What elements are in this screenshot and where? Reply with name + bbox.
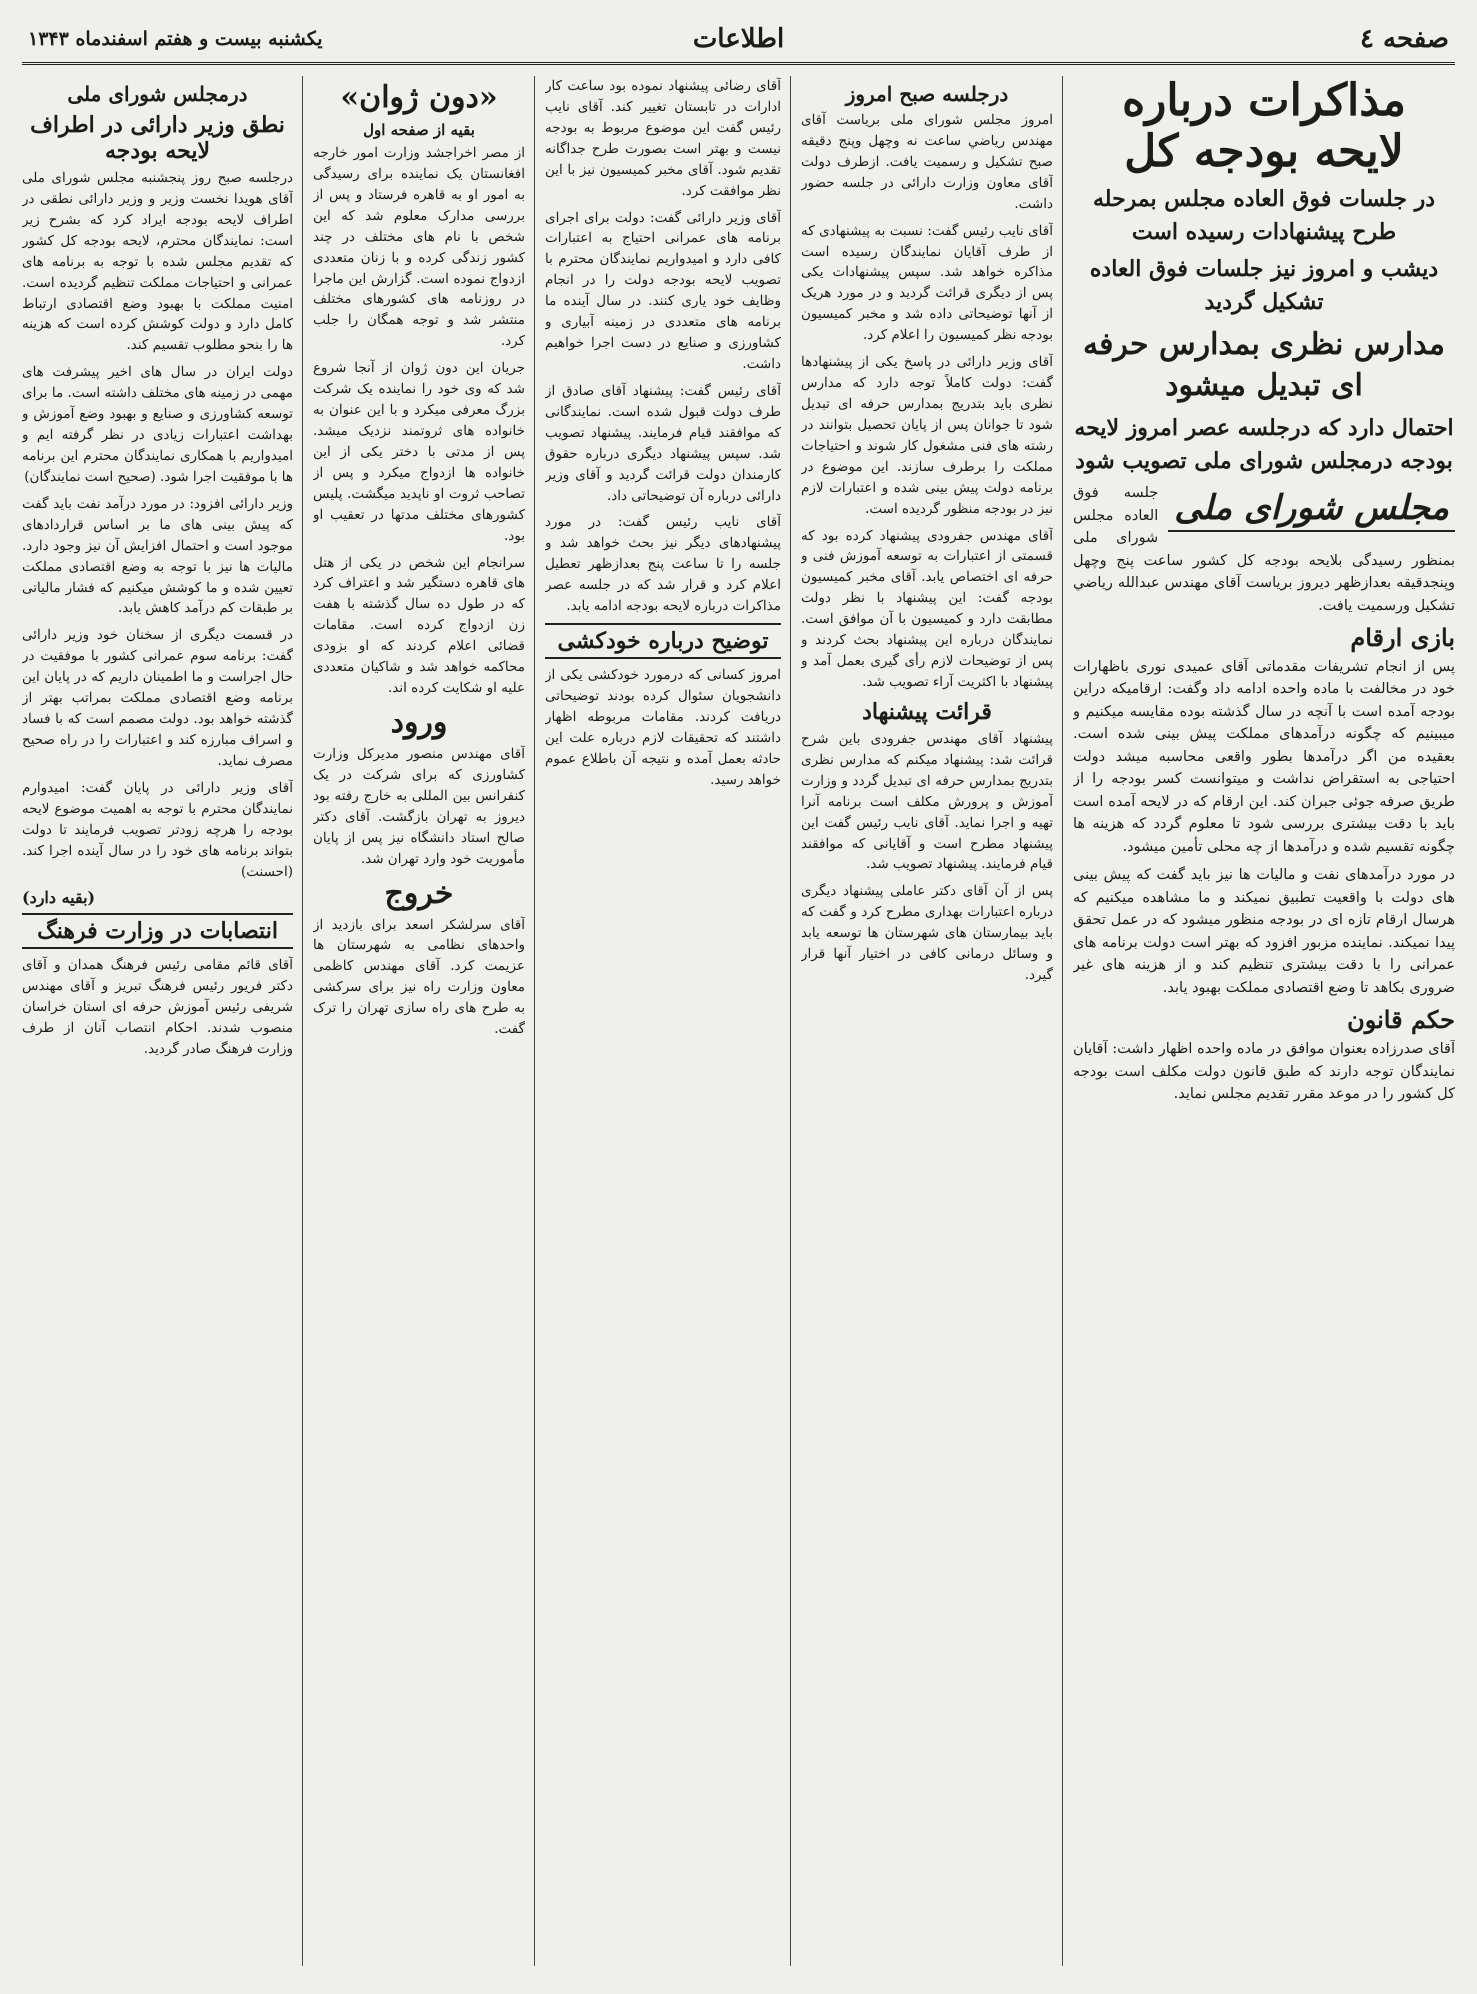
continued-label: (بقیه دارد) bbox=[22, 888, 96, 908]
section-heading-suicide: توضیح درباره خودکشی bbox=[545, 623, 781, 659]
article-paragraph: امروز کسانی که درمورد خودکشی یکی از دانشجویان سئوال کرده بودند توضیحاتی دریافت کردند. مقامات مربوطه اظهار داشتند که تحقیقات لازم درباره علت این حادثه بعمل آمده و نتیجه آن باطلاع عموم خواهد رسید. bbox=[545, 667, 781, 788]
article-paragraph: درجلسه صبح روز پنجشنبه مجلس شورای ملی آقای هویدا نخست وزیر و وزیر دارائی نطقی در اطراف لایحه بودجه ایراد کرد که بشرح زیر است: نمایندگان محترم، لایحه بودجه کل کشور که تقدیم مجلس شده با توجه به برنامه های عمرانی و احتیاجات مملکت تنظیم گردیده است. امنیت مملکت با بهبود وضع اقتصادی ارتباط کامل دارد و دولت کوشش کرده است که هزینه ها را بنحو مطلوب تقسیم کند. bbox=[22, 170, 293, 354]
article-paragraph: آقای رضائی پیشنهاد نموده بود ساعت کار ادارات در تابستان تغییر کند. آقای نایب رئیس گفت این موضوع مربوط به بودجه نیست و بهتر است بصورت طرح جداگانه تقدیم شود. آقای مخبر کمیسیون نیز با این نظر موافقت کرد. bbox=[545, 78, 781, 199]
article-paragraph: در مورد درآمدهای نفت و مالیات ها نیز باید گفت که پیش بینی های دولت با واقعیت تطبیق نمیکند و ما مشاهده میکنیم که هرسال ارقام تازه ای در بودجه منظور میشود که در عمل تحقق پیدا نمیکند. نماینده مزبور افزود که بهتر است دولت برنامه های عمرانی را با دقت بیشتری تنظیم کند و از هزینه های غیر ضروری بکاهد تا وضع اقتصادی مملکت بهبود یابد. bbox=[1073, 867, 1455, 996]
article-paragraph: پیشنهاد آقای مهندس جفرودی باین شرح قرائت شد: پیشنهاد میکنم که مدارس نظری بتدریج بمدارس حرفه ای تبدیل گردد و وزارت آموزش و پرورش مکلف است برنامه آنرا تهیه و اجرا نماید. آقای نایب رئیس گفت این پیشنهاد مطرح است و آقایانی که موافقند قیام فرمایند. پیشنهاد تصویب شد. bbox=[801, 730, 1053, 873]
article-paragraph: امروز مجلس شورای ملی بریاست آقای مهندس رياضي ساعت نه وچهل وپنج دقیقه صبح تشکیل و رسمیت یافت. ازطرف دولت آقای معاون وزارت دارائی در جلسه حضور داشت. bbox=[801, 112, 1053, 212]
article-paragraph: آقای رئیس گفت: پیشنهاد آقای صادق از طرف دولت قبول شده است. نمایندگانی که موافقند قیام فرمایند. پیشنهاد تصویب شد. سپس پیشنهاد دیگری درباره حقوق کارمندان دولت قرائت گردید و آقای وزیر دارائی درباره آن توضیحاتی داد. bbox=[545, 382, 781, 504]
subheadline-proposals: در جلسات فوق العاده مجلس بمرحله طرح پیشنهادات رسیده است bbox=[1092, 186, 1436, 246]
article-paragraph: آقای نایب رئیس گفت: نسبت به پیشنهادی که از طرف آقایان نمایندگان رسیده است مذاکره خواهد شد. سپس پیشنهادات یکی پس از دیگری قرائت گردید و در مورد هریک از آنها توضیحاتی داده شد و مخبر کمیسیون بودجه نظر کمیسیون را اعلام کرد. bbox=[801, 222, 1053, 344]
article-paragraph: از مصر اخراجشد وزارت امور خارجه افغانستان یک نماینده برای رسیدگی به امور او به قاهره فرستاد و پس از بررسی مدارک معلوم شد که این شخص با نام های مختلف در چند کشور زندگی کرده و با زنان متعددی ازدواج نموده است. گزارش این ماجرا در روزنامه های کشورهای مختلف منتشر شد و توجه همگان را جلب کرد. bbox=[313, 145, 525, 350]
section-heading-law: حکم قانون bbox=[1347, 1005, 1455, 1035]
subheadline-approval: احتمال دارد که درجلسه عصر امروز لایحه بودجه درمجلس شورای ملی تصویب شود bbox=[1074, 415, 1454, 475]
majlis-logo: مجلس شورای ملی bbox=[1168, 486, 1455, 532]
article-paragraph: جلسه فوق العاده مجلس شورای ملی بمنظور رسیدگی بلایحه بودجه کل کشور ساعت پنج وچهل وپنجدقیقه بعدازظهر دیروز بریاست آقای مهندس عبدالله رياضي تشکیل ورسمیت یافت. bbox=[1073, 485, 1455, 614]
article-paragraph: دولت ایران در سال های اخیر پیشرفت های مهمی در زمینه های مختلف داشته است. ما برای توسعه کشاورزی و صنایع و بهبود وضع آموزش و بهداشت اعتبارات زیادی در نظر گرفته ایم و امیدواریم با همکاری نمایندگان محترم این برنامه ها با موفقیت اجرا شود. (صحیح است نمایندگان) bbox=[22, 364, 293, 485]
article-paragraph: سرانجام این شخص در یکی از هتل های قاهره دستگیر شد و اعتراف کرد که در طول ده سال گذشته با هفت زن ازدواج کرده است. مقامات قضائی اعلام کردند که او بزودی محاکمه خواهد شد و شاکیان متعددی علیه او شکایت کرده اند. bbox=[313, 554, 525, 697]
issue-date: یکشنبه بیست و هفتم اسفندماه ۱۳۴۳ bbox=[28, 28, 323, 50]
masthead bbox=[22, 18, 1455, 65]
article-paragraph: وزیر دارائی افزود: در مورد درآمد نفت باید گفت که پیش بینی های ما بر اساس قراردادهای موجود است و احتمال افزایش آن نیز وجود دارد. مالیات ها نیز با توجه به وضع اقتصادی مملکت تعیین شده و ما کوشش میکنیم که فشار مالیاتی بر طبقات کم درآمد کاهش یابد. bbox=[22, 495, 293, 617]
paper-name: اطلاعات bbox=[692, 24, 785, 54]
column-finance-minister bbox=[22, 76, 293, 1966]
section-heading-appointments: انتصابات در وزارت فرهنگ bbox=[22, 913, 293, 949]
article-paragraph: آقای وزیر دارائی گفت: دولت برای اجرای برنامه های عمرانی احتیاج به اعتبارات کافی دارد و امیدواریم نمایندگان محترم با تصویب لایحه بودجه دولت را در انجام وظایف خود یاری کنند. در سال آینده ما برنامه های متعددی در زمینه آبیاری و کشاورزی و صنایع در دست اجرا خواهیم داشت. bbox=[545, 209, 781, 372]
article-paragraph: پس از آن آقای دکتر عاملی پیشنهاد دیگری درباره اعتبارات بهداری مطرح کرد و گفت که باید بیمارستان های شهرستان ها توسعه یابد و وسائل درمانی کافی در اختیار آنها قرار گیرد. bbox=[801, 883, 1053, 984]
newspaper-page bbox=[22, 18, 1455, 1978]
section-heading-arrivals: ورود bbox=[390, 704, 448, 740]
column-proposals bbox=[545, 76, 781, 1966]
main-headline: مذاکرات درباره لایحه بودجه کل bbox=[1122, 76, 1406, 177]
article-paragraph: پس از انجام تشریفات مقدماتی آقای عمیدی نوری باظهارات خود در مخالفت با ماده واحده ادامه داد وگفت: ارقامیکه دراین بودجه آمده است با آنچه در سال گذشته بوده مقایسه میکنیم و میبینیم که چگونه درآمدهای مملکت پیش بینی شده است. بعقیده من اگر درآمدها بطور واقعی محاسبه میشد دولت احتیاجی به استقراض نداشت و میتوانست کسر بودجه را از طریق صرفه جوئی جبران کند. این ارقام که در لایحه آمده است باید با دقت بیشتری بررسی شود تا معلوم گردد که هزینه ها چگونه تقسیم شده و درآمدها از چه محلی تأمین میشود. bbox=[1073, 659, 1455, 855]
subheadline-sessions: دیشب و امروز نیز جلسات فوق العاده تشکیل گردید bbox=[1089, 256, 1439, 316]
article-paragraph: جریان این دون ژوان از آنجا شروع شد که وی خود را نماینده یک شرکت بزرگ معرفی میکرد و با این عنوان به خانواده های ثروتمند نزدیک میشد. پس از مدتی با دختر یکی از این خانواده ها ازدواج میکرد و پس از تصاحب ثروت او ناپدید میگشت. پلیس کشورهای مختلف مدتها در تعقیب او بود. bbox=[313, 360, 525, 544]
article-paragraph: آقای مهندس منصور مدیرکل وزارت کشاورزی که برای شرکت در یک کنفرانس بین المللی به خارج رفته بود دیروز به تهران بازگشت. آقای دکتر صالح استاد دانشگاه نیز پس از پایان مأموریت خود وارد تهران شد. bbox=[313, 745, 525, 867]
article-paragraph: آقای مهندس جفرودی پیشنهاد کرده بود که قسمتی از اعتبارات به توسعه آموزش فنی و حرفه ای اختصاص یابد. آقای مخبر کمیسیون بودجه گفت: این پیشنهاد با نظر دولت مطابقت دارد و کمیسیون با آن موافق است. نمایندگان درباره این پیشنهاد بحث کردند و پس از توضیحات لازم رأی گیری بعمل آمد و پیشنهاد با اکثریت آراء تصویب شد. bbox=[801, 527, 1053, 690]
continued-note: بقیه از صفحه اول bbox=[363, 121, 475, 139]
column-rule bbox=[1062, 76, 1063, 1966]
section-kicker: درمجلس شورای ملی bbox=[67, 82, 248, 106]
column-don-juan bbox=[313, 76, 525, 1966]
column-rule bbox=[534, 76, 535, 1966]
page-number: صفحه ٤ bbox=[1360, 24, 1449, 54]
column-morning-session bbox=[801, 76, 1053, 1966]
section-heading-rates: بازی ارقام bbox=[1350, 623, 1455, 652]
article-paragraph: آقای وزیر دارائی در پاسخ یکی از پیشنهادها گفت: دولت کاملاً توجه دارد که مدارس نظری باید بتدریج بمدارس حرفه ای تبدیل شود تا جوانان پس از پایان تحصیل بتوانند در رشته های فنی مشغول کار شوند و احتیاجات مملکت را برطرف سازند. این موضوع در برنامه دولت پیش بینی شده و اعتبارات لازم نیز در بودجه منظور گردیده است. bbox=[801, 354, 1053, 517]
article-paragraph: در قسمت دیگری از سخنان خود وزیر دارائی گفت: برنامه سوم عمرانی کشور با موفقیت در حال اجراست و ما اطمینان داریم که در پایان این برنامه وضع اقتصادی مملکت بمراتب بهتر از گذشته خواهد بود. دولت مصمم است که با فساد و اسراف مبارزه کند و اعتبارات را در راه صحیح مصرف نماید. bbox=[22, 627, 293, 769]
article-paragraph: آقای قائم مقامی رئیس فرهنگ همدان و آقای دکتر فریور رئیس فرهنگ تبریز و آقای مهندس شریفی رئیس آموزش حرفه ای استان خراسان منصوب شدند. احکام انتصاب آنان از طرف وزارت فرهنگ صادر گردید. bbox=[22, 957, 293, 1058]
column-budget-debate bbox=[1073, 76, 1455, 1966]
article-paragraph: آقای وزیر دارائی در پایان گفت: امیدوارم نمایندگان محترم با توجه به اهمیت موضوع لایحه بودجه را هرچه زودتر تصویب فرمایند تا دولت بتواند برنامه های خود را در سال آینده اجرا کند. (احسنت) bbox=[22, 779, 293, 880]
subheadline-schools: مدارس نظری بمدارس حرفه ای تبدیل میشود bbox=[1083, 327, 1445, 403]
section-heading-don-juan: «دون ژوان» bbox=[340, 80, 498, 115]
column-rule bbox=[790, 76, 791, 1966]
column-rule bbox=[302, 76, 303, 1966]
section-heading-morning: درجلسه صبح امروز bbox=[845, 82, 1009, 106]
article-paragraph: آقای سرلشکر اسعد برای بازدید از واحدهای نظامی به شهرستان ها عزیمت کرد. آقای مهندس کاظمی معاون وزارت راه نیز برای سرکشی به طرح های راه سازی تهران را ترک گفت. bbox=[313, 916, 525, 1038]
section-heading-departures: خروج bbox=[384, 875, 454, 911]
section-heading-reading: قرائت پیشنهاد bbox=[862, 698, 992, 725]
article-paragraph: آقای نایب رئیس گفت: در مورد پیشنهادهای دیگر نیز بحث خواهد شد و جلسه را تا ساعت پنج بعدازظهر تعطیل اعلام کرد و قرار شد که در جلسه عصر مذاکرات درباره لایحه بودجه ادامه یابد. bbox=[545, 514, 781, 615]
article-paragraph: آقای صدرزاده بعنوان موافق در ماده واحده اظهار داشت: آقایان نمایندگان توجه دارند که طبق قانون دولت مکلف است بودجه کل کشور را در موعد مقرر تقدیم مجلس نماید. bbox=[1073, 1041, 1455, 1102]
finance-minister-headline: نطق وزیر دارائی در اطراف لایحه بودجه bbox=[30, 112, 285, 164]
